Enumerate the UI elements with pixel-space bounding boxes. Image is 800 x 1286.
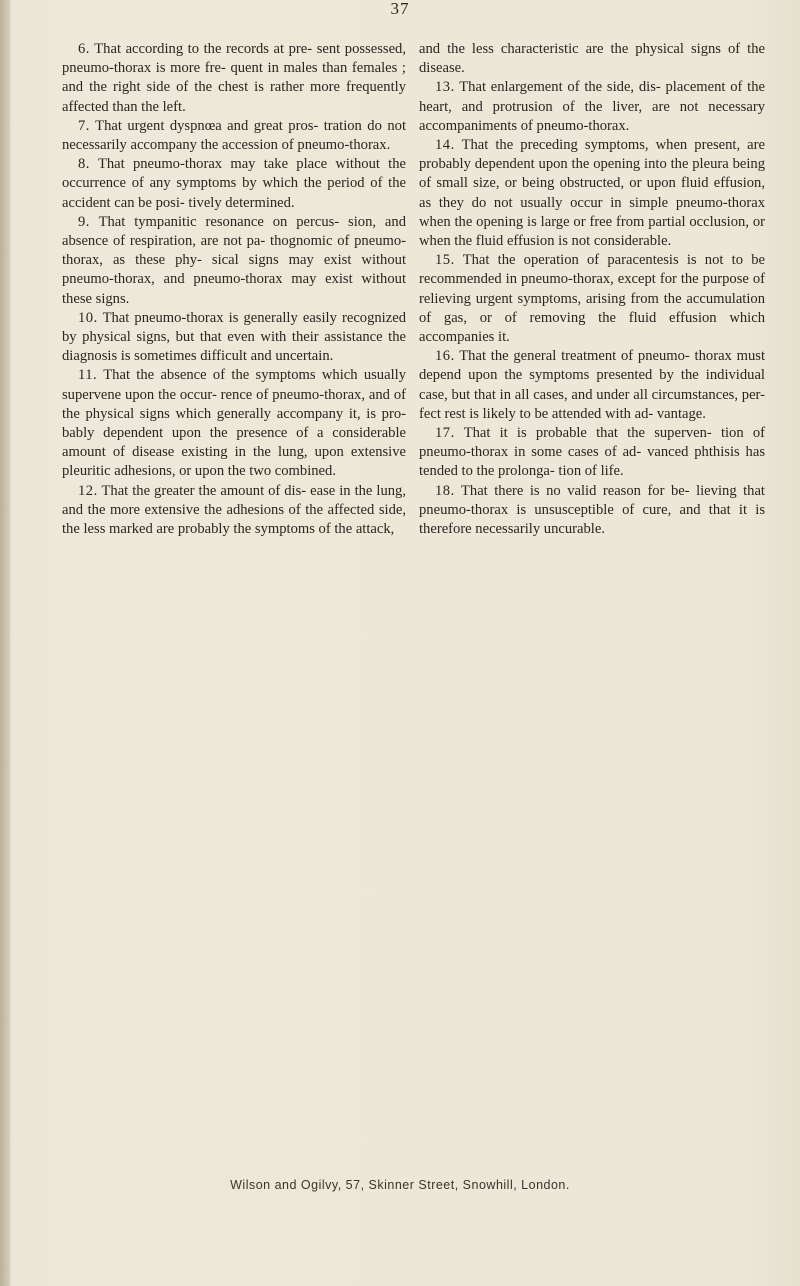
conclusion-12 xyxy=(62,482,406,540)
conclusion-number: 8. xyxy=(78,156,90,173)
conclusion-text: That urgent dyspnœa and great pros- tration do not necessarily accompany the accession of pneumo-thorax. xyxy=(62,117,407,154)
conclusion-13 xyxy=(419,78,765,136)
conclusion-number: 12. xyxy=(78,482,98,499)
conclusion-number: 10. xyxy=(78,309,98,326)
printer-imprint: Wilson and Ogilvy, 57, Skinner Street, Snowhill, London. xyxy=(230,1178,570,1192)
conclusion-text: That the absence of the symptoms which usually supervene upon the occur- rence of pneumo-thorax, and of the physical signs which generally accompany it, is pro- bably dependent upon the presence of a considerable amount of disease existing in the lung, upon extensive pleuritic adhesions, or upon the two combined. xyxy=(62,367,406,480)
conclusion-number: 18. xyxy=(435,482,455,499)
conclusion-9 xyxy=(62,213,406,309)
conclusion-text: That pneumo-thorax may take place without the occurrence of any symptoms by which the period of the accident can be posi- tively determined. xyxy=(62,156,407,211)
conclusion-text: That tympanitic resonance on percus- sion, and absence of respiration, are not pa- thognomic of pneumo-thorax, as these phy- sical signs may exist without pneumo-thorax, and pneumo-thorax may exist without these signs. xyxy=(62,213,406,307)
conclusion-text: That according to the records at pre- sent possessed, pneumo-thorax is more fre- quent in males than females ; and the right side of the chest is rather more frequently affected than the left. xyxy=(62,41,406,115)
conclusion-number: 7. xyxy=(78,117,90,134)
conclusion-10 xyxy=(62,309,406,367)
conclusion-8 xyxy=(62,155,406,213)
conclusion-11 xyxy=(62,366,406,481)
page-binding-edge xyxy=(0,0,10,1286)
conclusion-text: That it is probable that the superven- tion of pneumo-thorax in some cases of ad- vanced phthisis has tended to the prolonga- tion of life. xyxy=(419,425,765,480)
conclusion-number: 13. xyxy=(435,79,455,96)
conclusion-7 xyxy=(62,117,406,155)
conclusion-number: 11. xyxy=(78,367,98,384)
conclusion-text: and the less characteristic are the physical signs of the disease. xyxy=(419,41,765,77)
conclusion-12-continued xyxy=(419,40,765,78)
conclusion-text: That the greater the amount of dis- ease in the lung, and the more extensive the adhesions of the affected side, the less marked are probably the symptoms of the attack, xyxy=(62,482,406,538)
conclusion-text: That pneumo-thorax is generally easily recognized by physical signs, but that even with their assistance the diagnosis is sometimes difficult and uncertain. xyxy=(62,309,406,365)
conclusion-text: That the preceding symptoms, when present, are probably dependent upon the opening into the pleura being of small size, or being obstructed, or upon fluid effusion, as they do not usually occur in simple pneumo-thorax when the opening is large or free from partial occlusion, or when the fluid effusion is not considerable. xyxy=(419,137,765,250)
conclusion-6 xyxy=(62,40,406,117)
conclusion-number: 16. xyxy=(435,348,455,365)
conclusion-number: 9. xyxy=(78,213,90,230)
conclusion-18 xyxy=(419,482,765,540)
conclusion-number: 15. xyxy=(435,252,455,269)
page-number: 37 xyxy=(390,0,410,18)
left-column xyxy=(62,40,406,539)
conclusion-text: That the operation of paracentesis is not to be recommended in pneumo-thorax, except for the purpose of relieving urgent symptoms, arising from the accumulation of gas, or of removing the fluid effusion which accompanies it. xyxy=(419,252,765,346)
conclusion-text: That there is no valid reason for be- lieving that pneumo-thorax is unsusceptible of cure, and that it is therefore necessarily uncurable. xyxy=(419,482,765,538)
conclusion-number: 17. xyxy=(435,425,455,442)
conclusion-number: 6. xyxy=(78,41,90,57)
conclusion-text: That enlargement of the side, dis- placement of the heart, and protrusion of the liver, are not necessary accompaniments of pneumo-thorax. xyxy=(419,79,765,134)
conclusion-number: 14. xyxy=(435,137,455,154)
conclusion-15 xyxy=(419,251,765,347)
conclusion-text: That the general treatment of pneumo- thorax must depend upon the symptoms presented by the individual case, but that in all cases, and under all circumstances, per- fect rest is likely to be attended with ad- vantage. xyxy=(419,348,765,422)
conclusion-17 xyxy=(419,424,765,482)
right-column xyxy=(419,40,765,539)
conclusion-14 xyxy=(419,136,765,251)
conclusion-16 xyxy=(419,347,765,424)
